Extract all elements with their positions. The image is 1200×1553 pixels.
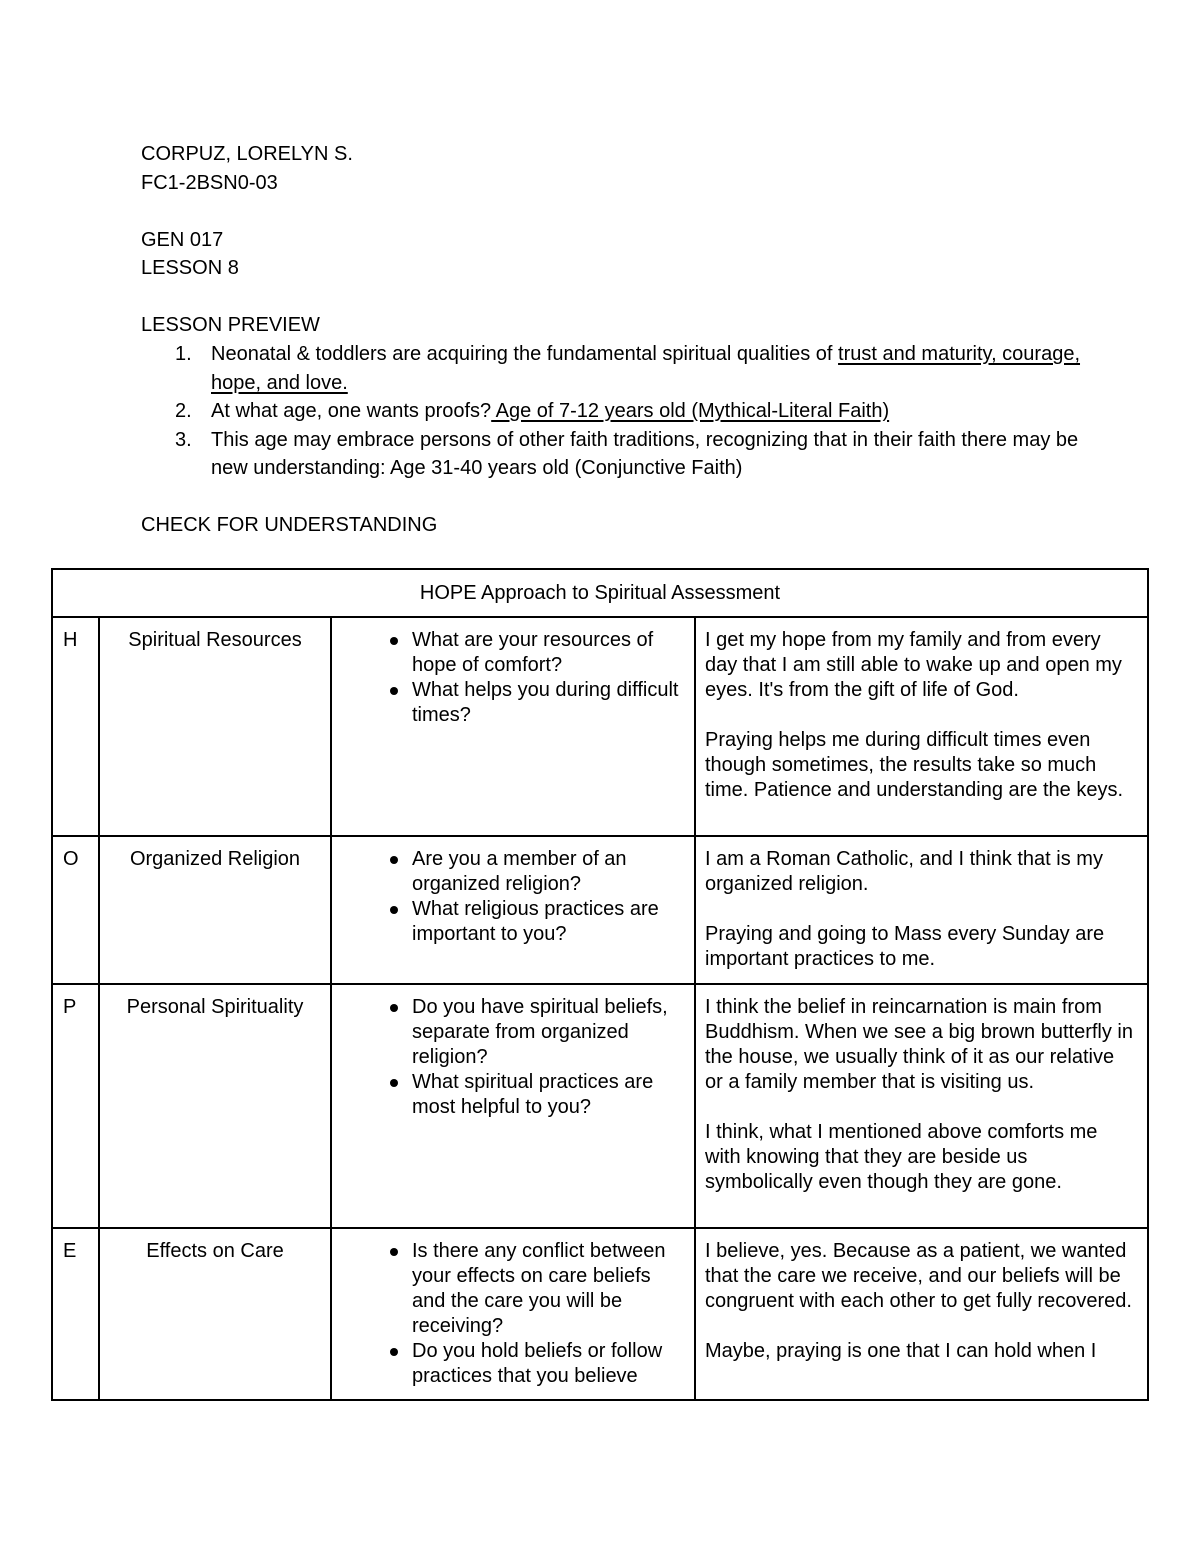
row-answers <box>695 1228 1148 1400</box>
row-area: Effects on Care <box>99 1228 331 1400</box>
question-item: Are you a member of an organized religion? <box>342 847 684 897</box>
preview-item-number: 3. <box>175 428 192 451</box>
preview-item-number: 2. <box>175 400 192 422</box>
row-questions <box>331 617 695 836</box>
table-row <box>52 984 1148 1228</box>
row-letter: O <box>52 836 99 984</box>
answer-paragraph: I think, what I mentioned above comforts me with knowing that they are beside us symbolically even though they are gone. <box>705 1121 1098 1193</box>
row-answers <box>695 836 1148 984</box>
preview-item-question: This age may embrace persons of other faith traditions, recognizing that in their faith there may be new understanding: Age 31-40 years old (Conjunctive Faith) <box>211 428 1079 479</box>
table-title-row <box>52 569 1148 617</box>
answer-paragraph: I get my hope from my family and from every day that I am still able to wake up and open my eyes. It's from the gift of life of God. <box>705 629 1122 701</box>
question-item: What helps you during difficult times? <box>342 678 684 728</box>
answer-paragraph: I am a Roman Catholic, and I think that is my organized religion. <box>705 848 1103 895</box>
row-letter: H <box>52 617 99 836</box>
question-item: What spiritual practices are most helpful to you? <box>342 1070 684 1120</box>
row-answers <box>695 617 1148 836</box>
preview-item-number: 1. <box>175 343 192 365</box>
row-letter: E <box>52 1228 99 1400</box>
lesson-preview-list <box>141 340 1101 483</box>
student-name: CORPUZ, LORELYN S. <box>141 143 353 165</box>
preview-item-answer: Age of 7-12 years old (Mythical-Literal Faith) <box>491 400 890 422</box>
answer-paragraph: I think the belief in reincarnation is main from Buddhism. When we see a big brown butterfly in the house, we usually think of it as our relative or a family member that is visiting us. <box>705 996 1133 1093</box>
preview-item-answer: trust and maturity, courage, hope, and love. <box>211 343 1081 394</box>
answer-paragraph: Maybe, praying is one that I can hold when I <box>705 1340 1097 1362</box>
table-row <box>52 836 1148 984</box>
course-code: GEN 017 <box>141 229 224 251</box>
row-questions <box>331 836 695 984</box>
preview-item <box>141 397 1101 426</box>
row-area: Organized Religion <box>99 836 331 984</box>
preview-item <box>141 426 1101 483</box>
table-title: HOPE Approach to Spiritual Assessment <box>52 569 1148 617</box>
row-area: Personal Spirituality <box>99 984 331 1228</box>
answer-paragraph: Praying helps me during difficult times even though sometimes, the results take so much time. Patience and understanding are the keys. <box>705 729 1124 801</box>
preview-item-question: Neonatal & toddlers are acquiring the fundamental spiritual qualities of <box>211 343 839 365</box>
question-item: What religious practices are important to you? <box>342 897 684 947</box>
lesson-preview-heading: LESSON PREVIEW <box>141 314 320 336</box>
question-item: Do you have spiritual beliefs, separate from organized religion? <box>342 995 684 1070</box>
row-questions <box>331 1228 695 1400</box>
hope-assessment-table <box>51 568 1149 1401</box>
question-item: Do you hold beliefs or follow practices that you believe <box>342 1339 684 1389</box>
answer-paragraph: Praying and going to Mass every Sunday are important practices to me. <box>705 923 1105 970</box>
row-questions <box>331 984 695 1228</box>
student-section: FC1-2BSN0-03 <box>141 172 278 194</box>
preview-item <box>141 340 1101 397</box>
table-row <box>52 617 1148 836</box>
check-for-understanding-heading: CHECK FOR UNDERSTANDING <box>141 514 438 536</box>
question-item: What are your resources of hope of comfort? <box>342 628 684 678</box>
answer-paragraph: I believe, yes. Because as a patient, we wanted that the care we receive, and our beliefs will be congruent with each other to get fully recovered. <box>705 1240 1132 1312</box>
row-area: Spiritual Resources <box>99 617 331 836</box>
row-answers <box>695 984 1148 1228</box>
question-item: Is there any conflict between your effects on care beliefs and the care you will be receiving? <box>342 1239 684 1339</box>
table-row <box>52 1228 1148 1400</box>
row-letter: P <box>52 984 99 1228</box>
preview-item-question: At what age, one wants proofs? <box>211 400 492 422</box>
lesson-number: LESSON 8 <box>141 257 239 279</box>
